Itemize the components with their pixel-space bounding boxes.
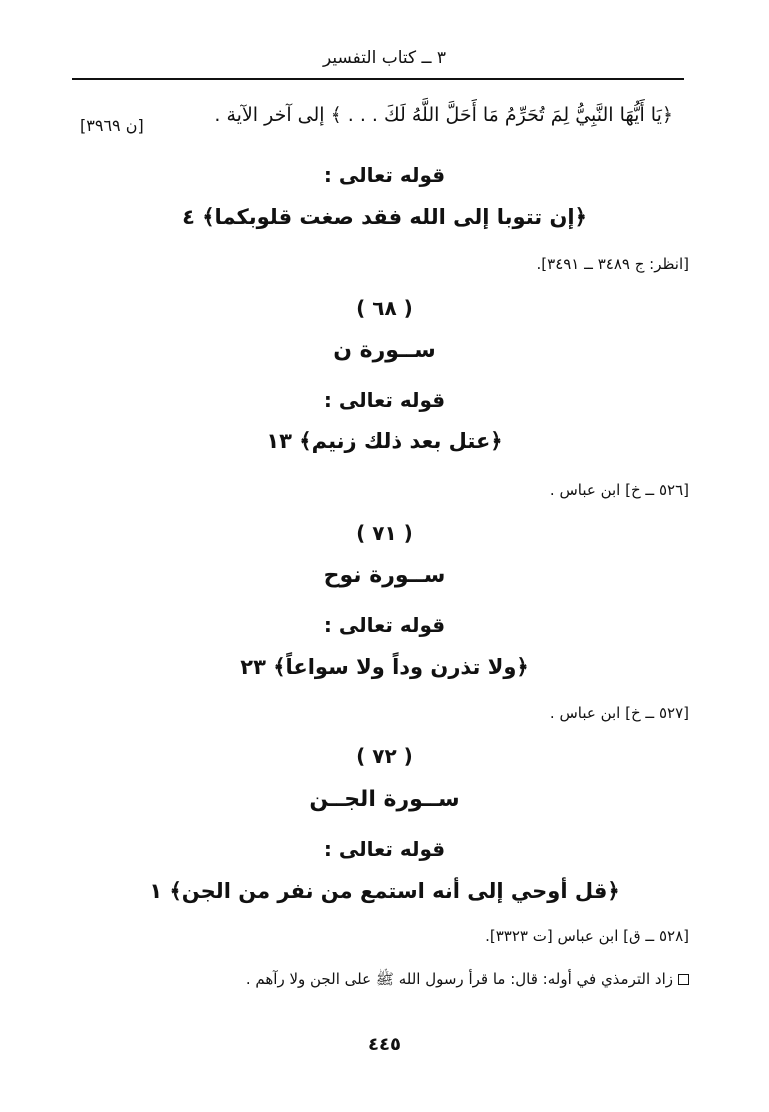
qawl-heading: قوله تعالى : [323,388,446,412]
surah-title: ســورة الجــن [309,787,460,812]
reference-note: [٥٢٦ ــ خ] ابن عباس . [549,481,689,499]
surah-title: ســورة ن [333,338,436,363]
surah-number: ( ٧١ ) [356,521,413,545]
qawl-heading: قوله تعالى : [323,837,446,861]
running-header: ٣ ــ كتاب التفسير [322,48,447,68]
header-rule [72,78,684,80]
ayah-text: ﴿إن تتوبا إلى الله فقد صغت قلوبكما﴾ ٤ [182,205,587,229]
intro-reference: [ن ٣٩٦٩] [80,116,144,135]
ayah-text: ﴿ولا تذرن وداً ولا سواعاً﴾ ٢٣ [240,655,529,679]
page-number: ٤٤٥ [368,1034,401,1055]
intro-verse: ﴿يَا أَيُّهَا النَّبِيُّ لِمَ تُحَرِّمُ مَا أَحَلَّ اللَّهُ لَكَ . . . ﴾ إلى آخر الآية . [214,104,673,126]
qawl-heading: قوله تعالى : [323,613,446,637]
square-marker-icon [678,974,689,985]
qawl-heading: قوله تعالى : [323,163,446,187]
surah-number: ( ٧٢ ) [356,744,413,768]
ayah-text: ﴿عتل بعد ذلك زنيم﴾ ١٣ [266,429,503,453]
surah-number: ( ٦٨ ) [356,296,413,320]
surah-title: ســورة نوح [323,563,446,588]
reference-note: [٥٢٧ ــ خ] ابن عباس . [549,704,689,722]
footnote-text: زاد الترمذي في أوله: قال: ما قرأ رسول الله ﷺ على الجن ولا رآهم . [245,970,673,988]
ayah-text: ﴿قل أوحي إلى أنه استمع من نفر من الجن﴾ ١ [149,879,620,903]
footnote [246,970,689,992]
reference-note: [٥٢٨ ــ ق] ابن عباس [ت ٣٣٢٣]. [485,927,689,945]
reference-note: [انظر: ج ٣٤٨٩ ــ ٣٤٩١]. [536,255,689,273]
